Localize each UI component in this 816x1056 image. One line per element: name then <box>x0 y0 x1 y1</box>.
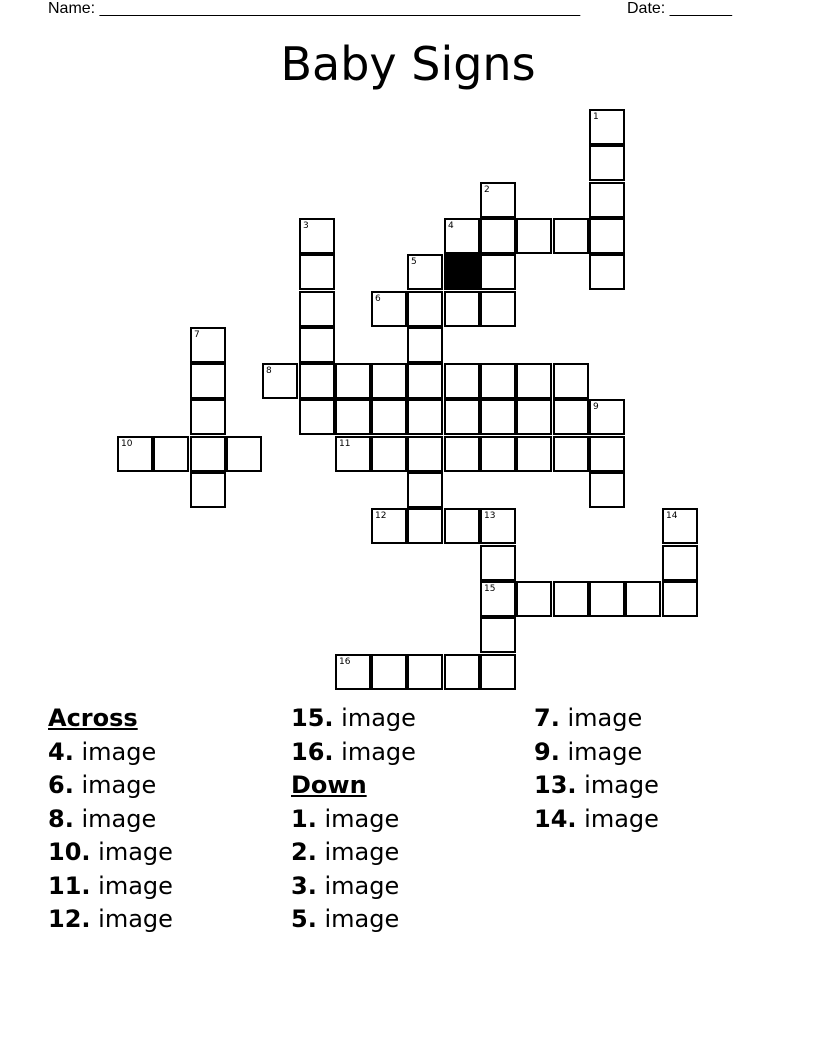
clue-number: 11. <box>48 871 91 900</box>
crossword-cell[interactable] <box>480 654 516 690</box>
crossword-cell[interactable] <box>190 472 226 508</box>
crossword-cell[interactable] <box>444 436 480 472</box>
crossword-cell[interactable] <box>662 545 698 581</box>
crossword-cell[interactable] <box>516 436 552 472</box>
crossword-cell[interactable] <box>371 654 407 690</box>
clue-text: image <box>324 838 400 866</box>
crossword-cell[interactable] <box>444 218 480 254</box>
clue-text: image <box>341 704 416 732</box>
cell-number: 1 <box>593 112 599 122</box>
crossword-cell[interactable] <box>190 436 226 472</box>
crossword-cell[interactable] <box>553 399 589 435</box>
crossword-cell[interactable] <box>480 617 516 653</box>
crossword-cell[interactable] <box>407 654 443 690</box>
clue-number: 8. <box>48 804 74 833</box>
clue-text: image <box>324 905 400 933</box>
clue-item <box>48 736 173 770</box>
crossword-cell[interactable] <box>444 291 480 327</box>
clue-column-1 <box>48 702 173 937</box>
section-heading-text: Across <box>48 704 138 732</box>
crossword-cell[interactable] <box>407 327 443 363</box>
clue-item <box>48 769 173 803</box>
crossword-cell[interactable] <box>299 291 335 327</box>
crossword-cell[interactable] <box>480 363 516 399</box>
clue-number: 2. <box>291 838 317 866</box>
crossword-cell[interactable] <box>407 363 443 399</box>
crossword-cell[interactable] <box>589 472 625 508</box>
clue-text: image <box>81 804 157 833</box>
clue-column-2 <box>291 702 416 937</box>
clue-text: image <box>567 737 643 766</box>
cell-number: 10 <box>121 439 133 449</box>
crossword-cell[interactable] <box>480 218 516 254</box>
crossword-cell[interactable] <box>662 508 698 544</box>
clue-item <box>534 736 659 770</box>
crossword-cell[interactable] <box>190 399 226 435</box>
clue-number: 7. <box>534 704 560 732</box>
clue-item <box>291 870 416 904</box>
clue-number: 13. <box>534 771 577 799</box>
crossword-cell[interactable] <box>444 399 480 435</box>
crossword-cell[interactable] <box>480 545 516 581</box>
clue-column-3 <box>534 702 659 836</box>
crossword-cell[interactable] <box>662 581 698 617</box>
crossword-cell[interactable] <box>444 654 480 690</box>
clue-text: image <box>98 838 173 866</box>
crossword-cell[interactable] <box>444 363 480 399</box>
crossword-cell[interactable] <box>335 399 371 435</box>
clue-item <box>48 903 173 937</box>
clue-text: image <box>324 871 400 900</box>
clue-text: image <box>584 771 659 799</box>
crossword-cell[interactable] <box>335 363 371 399</box>
crossword-cell[interactable] <box>589 581 625 617</box>
page-title: Baby Signs <box>280 37 536 91</box>
cell-number: 14 <box>666 511 678 521</box>
crossword-cell[interactable] <box>589 399 625 435</box>
cell-number: 12 <box>375 511 387 521</box>
clue-item <box>534 702 659 736</box>
crossword-cell[interactable] <box>480 182 516 218</box>
clue-item <box>291 836 416 870</box>
clue-text: image <box>584 804 659 833</box>
crossword-cell[interactable] <box>553 581 589 617</box>
crossword-cell[interactable] <box>190 327 226 363</box>
clue-text: image <box>81 771 157 799</box>
clue-item <box>291 803 416 837</box>
crossword-cell[interactable] <box>407 399 443 435</box>
crossword-cell[interactable] <box>299 399 335 435</box>
across-heading <box>48 702 173 736</box>
clue-text: image <box>98 905 173 933</box>
clue-number: 3. <box>291 871 317 900</box>
cell-number: 9 <box>593 402 599 412</box>
clue-item <box>48 803 173 837</box>
clue-number: 9. <box>534 737 560 766</box>
crossword-cell[interactable] <box>371 436 407 472</box>
crossword-cell[interactable] <box>625 581 661 617</box>
name-field[interactable]: Name: ______________________________________________________ <box>48 0 581 17</box>
crossword-cell[interactable] <box>299 254 335 290</box>
crossword-cell[interactable] <box>371 399 407 435</box>
crossword-cell[interactable] <box>371 291 407 327</box>
crossword-cell[interactable] <box>589 218 625 254</box>
clue-item <box>291 903 416 937</box>
clue-item <box>48 870 173 904</box>
cell-number: 8 <box>266 366 272 376</box>
clue-item <box>291 736 416 770</box>
cell-number: 16 <box>339 657 351 667</box>
cell-number: 6 <box>375 294 381 304</box>
crossword-cell[interactable] <box>299 363 335 399</box>
crossword-black-cell <box>444 254 480 290</box>
crossword-cell[interactable] <box>407 291 443 327</box>
clue-text: image <box>567 704 643 732</box>
crossword-cell[interactable] <box>516 363 552 399</box>
crossword-cell[interactable] <box>407 508 443 544</box>
crossword-cell[interactable] <box>516 218 552 254</box>
crossword-cell[interactable] <box>516 581 552 617</box>
crossword-cell[interactable] <box>480 254 516 290</box>
crossword-cell[interactable] <box>117 436 153 472</box>
crossword-cell[interactable] <box>480 581 516 617</box>
crossword-cell[interactable] <box>589 254 625 290</box>
clue-number: 14. <box>534 804 577 833</box>
crossword-cell[interactable] <box>480 436 516 472</box>
date-field[interactable]: Date: _______ <box>627 0 732 17</box>
crossword-cell[interactable] <box>190 363 226 399</box>
clue-item <box>534 769 659 803</box>
clue-item <box>48 836 173 870</box>
cell-number: 13 <box>484 511 496 521</box>
cell-number: 3 <box>303 221 309 231</box>
crossword-cell[interactable] <box>371 363 407 399</box>
clue-number: 15. <box>291 704 334 732</box>
cell-number: 11 <box>339 439 351 449</box>
cell-number: 15 <box>484 584 496 594</box>
clue-number: 12. <box>48 905 91 933</box>
crossword-cell[interactable] <box>299 218 335 254</box>
crossword-cell[interactable] <box>371 508 407 544</box>
cell-number: 2 <box>484 185 490 195</box>
crossword-cell[interactable] <box>226 436 262 472</box>
clue-number: 16. <box>291 737 334 766</box>
clue-text: image <box>81 737 157 766</box>
crossword-cell[interactable] <box>480 291 516 327</box>
crossword-cell[interactable] <box>516 399 552 435</box>
cell-number: 5 <box>411 257 417 267</box>
crossword-cell[interactable] <box>553 436 589 472</box>
crossword-cell[interactable] <box>262 363 298 399</box>
clue-text: image <box>341 737 416 766</box>
clue-number: 6. <box>48 771 74 799</box>
crossword-cell[interactable] <box>153 436 189 472</box>
down-heading <box>291 769 416 803</box>
cell-number: 4 <box>448 221 454 231</box>
clue-number: 4. <box>48 737 74 766</box>
crossword-cell[interactable] <box>589 145 625 181</box>
crossword-cell[interactable] <box>335 436 371 472</box>
clue-item <box>291 702 416 736</box>
crossword-cell[interactable] <box>480 399 516 435</box>
crossword-cell[interactable] <box>407 472 443 508</box>
clue-number: 10. <box>48 838 91 866</box>
clue-text: image <box>324 804 400 833</box>
crossword-cell[interactable] <box>589 436 625 472</box>
section-heading-text: Down <box>291 771 367 799</box>
clue-number: 5. <box>291 905 317 933</box>
crossword-cell[interactable] <box>407 254 443 290</box>
crossword-cell[interactable] <box>553 363 589 399</box>
crossword-cell[interactable] <box>480 508 516 544</box>
crossword-cell[interactable] <box>407 436 443 472</box>
cell-number: 7 <box>194 330 200 340</box>
clue-number: 1. <box>291 804 317 833</box>
crossword-cell[interactable] <box>335 654 371 690</box>
clue-text: image <box>98 871 173 900</box>
crossword-cell[interactable] <box>299 327 335 363</box>
crossword-cell[interactable] <box>553 218 589 254</box>
crossword-cell[interactable] <box>589 182 625 218</box>
crossword-cell[interactable] <box>444 508 480 544</box>
clue-item <box>534 803 659 837</box>
crossword-cell[interactable] <box>589 109 625 145</box>
